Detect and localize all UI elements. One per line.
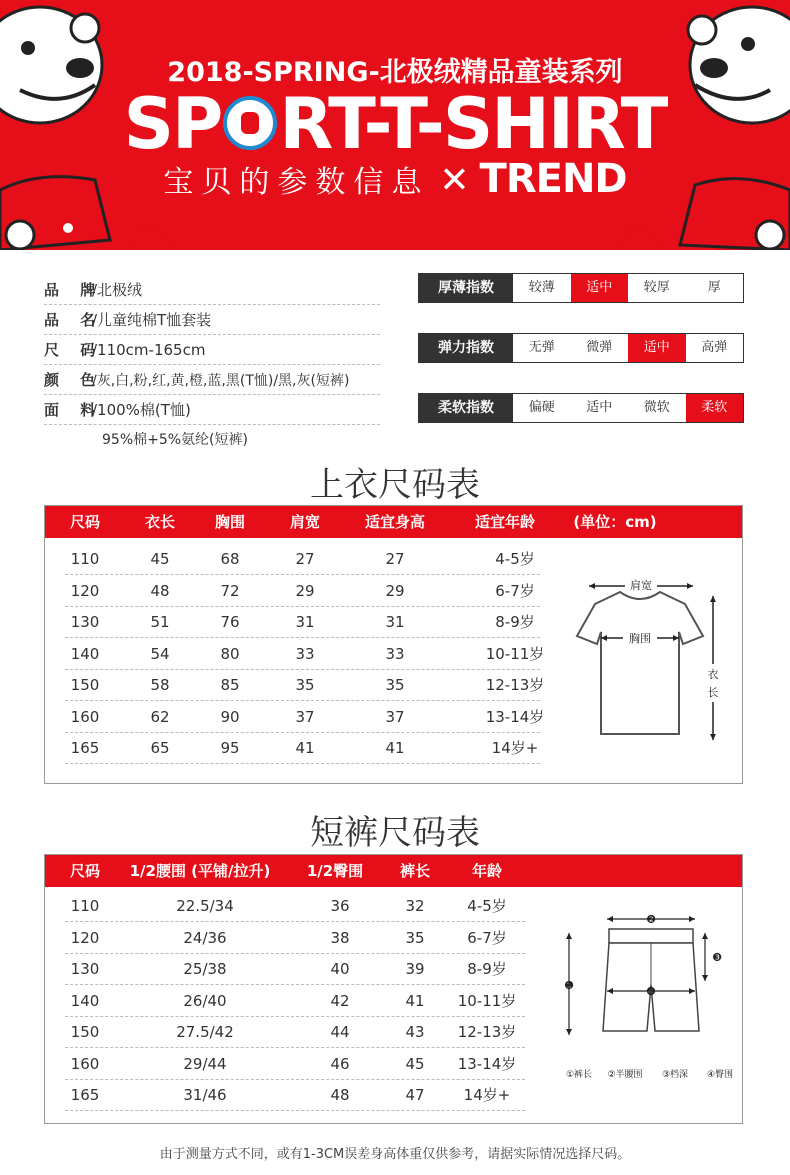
marker-1: ❶ bbox=[564, 979, 574, 992]
table-cell: 4-5岁 bbox=[467, 897, 507, 915]
length-label-1: 衣 bbox=[707, 668, 719, 681]
header-banner bbox=[0, 0, 790, 250]
table-row bbox=[65, 670, 545, 701]
table-cell: 40 bbox=[330, 960, 350, 978]
index-title: 厚薄指数 bbox=[419, 274, 513, 302]
index-option: 较薄 bbox=[528, 280, 555, 295]
table-cell: 45 bbox=[405, 1054, 425, 1073]
table-cell: 10-11岁 bbox=[457, 991, 517, 1010]
table-cell: 32 bbox=[405, 897, 425, 915]
table-cell: 150 bbox=[70, 1023, 100, 1041]
table-cell: 58 bbox=[150, 676, 170, 694]
table-cell: 14岁+ bbox=[463, 1086, 511, 1104]
header-cell: 尺码 bbox=[69, 513, 100, 531]
banner-subtitle-text: 宝贝的参数信息 bbox=[163, 165, 430, 200]
table-cell: 31/46 bbox=[183, 1086, 227, 1104]
marker-4: ❹ bbox=[646, 985, 656, 998]
table-cell: 14岁+ bbox=[491, 739, 539, 757]
table-cell: 12-13岁 bbox=[457, 1023, 517, 1041]
top-size-table bbox=[44, 505, 743, 784]
table-cell: 41 bbox=[405, 991, 425, 1010]
table-cell: 24/36 bbox=[183, 928, 227, 947]
param-value: /儿童纯棉T恤套装 bbox=[92, 311, 212, 329]
index-softness bbox=[418, 393, 744, 423]
header-cell: 衣长 bbox=[144, 513, 175, 531]
table-cell: 36 bbox=[330, 897, 350, 915]
index-title: 弹力指数 bbox=[419, 334, 513, 362]
table-cell: 51 bbox=[150, 613, 170, 631]
table-cell: 120 bbox=[70, 581, 100, 600]
table-cell: 22.5/34 bbox=[176, 897, 234, 915]
table-cell: 33 bbox=[385, 644, 405, 663]
table-cell: 31 bbox=[295, 613, 315, 631]
table-cell: 26/40 bbox=[183, 991, 227, 1010]
header-cell: 肩宽 bbox=[289, 513, 320, 531]
index-option: 较厚 bbox=[643, 280, 670, 295]
header-cell: 胸围 bbox=[214, 513, 245, 531]
table-row bbox=[65, 923, 525, 954]
table-row bbox=[65, 986, 525, 1017]
table-cell: 120 bbox=[70, 928, 100, 947]
param-fabric-extra: 95%棉+5%氨纶(短裤) bbox=[102, 432, 248, 448]
header-cell: 1/2腰围 (平铺/拉升) bbox=[129, 862, 271, 880]
table-row bbox=[65, 1080, 525, 1111]
param-key: 面 料 bbox=[44, 401, 104, 419]
marker-2: ❷ bbox=[646, 913, 656, 926]
table-cell: 10-11岁 bbox=[485, 644, 545, 663]
table-row bbox=[65, 576, 540, 607]
table-cell: 37 bbox=[295, 707, 315, 726]
table-cell: 8-9岁 bbox=[467, 960, 507, 978]
table-cell: 46 bbox=[330, 1054, 350, 1073]
table-cell: 90 bbox=[220, 707, 240, 726]
index-thickness bbox=[418, 273, 744, 303]
index-elasticity bbox=[418, 333, 744, 363]
legend-waist: ②半腰围 bbox=[607, 1070, 643, 1080]
table-cell: 35 bbox=[385, 676, 405, 694]
index-title: 柔软指数 bbox=[419, 394, 513, 422]
param-value: /灰,白,粉,红,黄,橙,蓝,黑(T恤)/黑,灰(短裤) bbox=[92, 373, 350, 389]
table-row bbox=[65, 1049, 525, 1080]
shorts-size-table bbox=[44, 854, 743, 1124]
top-size-table-title: 上衣尺码表 bbox=[310, 465, 480, 505]
shoulder-label: 肩宽 bbox=[630, 579, 652, 592]
table-cell: 110 bbox=[70, 897, 100, 915]
legend-length: ①裤长 bbox=[565, 1070, 593, 1080]
banner-trend-text: TREND bbox=[479, 156, 627, 202]
shorts-size-table-title: 短裤尺码表 bbox=[310, 813, 480, 853]
param-row-size bbox=[44, 335, 380, 365]
table-cell: 27 bbox=[295, 550, 315, 568]
param-key: 品 名 bbox=[44, 311, 104, 329]
table-cell: 37 bbox=[385, 707, 405, 726]
table-cell: 140 bbox=[70, 644, 100, 663]
table-cell: 27.5/42 bbox=[176, 1023, 234, 1041]
param-row-color bbox=[44, 365, 380, 395]
param-row-name bbox=[44, 305, 380, 335]
table-cell: 27 bbox=[385, 550, 405, 568]
param-key: 颜 色 bbox=[44, 371, 104, 389]
index-option-active: 适中 bbox=[571, 274, 629, 302]
table-cell: 35 bbox=[295, 676, 315, 694]
table-cell: 38 bbox=[330, 928, 350, 947]
table-cell: 48 bbox=[330, 1086, 350, 1104]
table-cell: 6-7岁 bbox=[467, 928, 507, 947]
table-cell: 29/44 bbox=[183, 1054, 227, 1073]
table-row bbox=[65, 702, 545, 733]
table-cell: 140 bbox=[70, 991, 100, 1010]
table-cell: 110 bbox=[70, 550, 100, 568]
table-cell: 165 bbox=[70, 739, 100, 757]
table-cell: 41 bbox=[295, 739, 315, 757]
length-label-2: 长 bbox=[707, 686, 719, 699]
table-cell: 85 bbox=[220, 676, 240, 694]
param-value: /北极绒 bbox=[92, 281, 143, 299]
index-option: 偏硬 bbox=[528, 400, 555, 415]
table-cell: 42 bbox=[330, 991, 350, 1010]
legend-rise: ③档深 bbox=[661, 1070, 689, 1080]
table-row bbox=[65, 639, 545, 670]
table-cell: 29 bbox=[295, 581, 315, 600]
table-row bbox=[65, 607, 540, 638]
table-row bbox=[65, 1017, 525, 1048]
param-key: 尺 码 bbox=[44, 341, 104, 359]
table-cell: 130 bbox=[70, 960, 100, 978]
table-cell: 48 bbox=[150, 581, 170, 600]
table-row bbox=[65, 733, 540, 764]
brand-badge-icon bbox=[223, 96, 277, 150]
header-cell: 适宜年龄 bbox=[474, 513, 535, 531]
table-cell: 76 bbox=[220, 613, 240, 631]
index-option-active: 适中 bbox=[628, 334, 686, 362]
table-cell: 65 bbox=[150, 739, 170, 757]
top-table-header bbox=[45, 506, 742, 538]
table-cell: 165 bbox=[70, 1086, 100, 1104]
table-cell: 62 bbox=[150, 707, 170, 726]
header-cell: 年龄 bbox=[471, 862, 502, 880]
legend-hip: ④臀围 bbox=[706, 1070, 734, 1080]
table-row bbox=[65, 544, 540, 575]
table-cell: 160 bbox=[70, 1054, 100, 1073]
param-row-fabric bbox=[44, 395, 380, 425]
table-cell: 160 bbox=[70, 707, 100, 726]
table-cell: 72 bbox=[220, 581, 240, 600]
fabric-indices bbox=[418, 273, 744, 453]
shorts-table-header bbox=[45, 855, 742, 887]
banner-main-title-b: RT-T-SHIRT bbox=[279, 83, 667, 165]
header-cell: 尺码 bbox=[69, 862, 100, 880]
table-cell: 13-14岁 bbox=[485, 707, 545, 726]
tshirt-diagram bbox=[565, 574, 740, 754]
banner-main-title bbox=[0, 83, 790, 165]
table-cell: 25/38 bbox=[183, 960, 227, 978]
table-cell: 41 bbox=[385, 739, 405, 757]
banner-subtitle bbox=[0, 156, 790, 202]
marker-3: ❸ bbox=[712, 951, 722, 964]
header-cell: 裤长 bbox=[399, 862, 430, 880]
header-cell: 适宜身高 bbox=[364, 513, 425, 531]
table-cell: 47 bbox=[405, 1086, 425, 1104]
shorts-diagram bbox=[557, 911, 742, 1101]
cross-icon: ✕ bbox=[439, 160, 470, 201]
table-cell: 13-14岁 bbox=[457, 1054, 517, 1073]
index-option: 微弹 bbox=[586, 340, 613, 355]
index-option: 微软 bbox=[643, 400, 670, 415]
table-cell: 80 bbox=[220, 644, 240, 663]
table-cell: 12-13岁 bbox=[485, 676, 545, 694]
banner-main-title-a: SP bbox=[123, 83, 222, 165]
table-row bbox=[65, 954, 525, 985]
table-cell: 29 bbox=[385, 581, 405, 600]
chest-label: 胸围 bbox=[629, 632, 651, 645]
table-cell: 6-7岁 bbox=[495, 581, 535, 600]
table-cell: 68 bbox=[220, 550, 240, 568]
table-cell: 35 bbox=[405, 928, 425, 947]
table-cell: 44 bbox=[330, 1023, 350, 1041]
table-cell: 130 bbox=[70, 613, 100, 631]
index-option: 无弹 bbox=[528, 340, 555, 355]
table-cell: 45 bbox=[150, 550, 170, 568]
table-cell: 54 bbox=[150, 644, 170, 663]
param-value: /110cm-165cm bbox=[92, 341, 206, 359]
table-cell: 39 bbox=[405, 960, 425, 978]
index-option: 厚 bbox=[707, 280, 721, 295]
index-option-active: 柔软 bbox=[686, 394, 744, 422]
table-cell: 8-9岁 bbox=[495, 613, 535, 631]
banner-series-title: 2018-SPRING-北极绒精品童装系列 bbox=[167, 57, 623, 88]
header-unit: (单位：cm) bbox=[573, 513, 657, 531]
table-cell: 43 bbox=[405, 1023, 425, 1041]
param-value: /100%棉(T恤) bbox=[92, 401, 191, 419]
param-key: 品 牌 bbox=[44, 281, 104, 299]
product-params bbox=[44, 275, 380, 455]
size-note: 由于测量方式不同，或有1-3CM误差身高体重仅供参考，请据实际情况选择尺码。 bbox=[159, 1147, 631, 1162]
table-row bbox=[65, 891, 525, 922]
index-option: 适中 bbox=[586, 400, 613, 415]
param-row-brand bbox=[44, 275, 380, 305]
index-option: 高弹 bbox=[701, 340, 728, 355]
header-cell: 1/2臀围 bbox=[306, 862, 364, 880]
table-cell: 31 bbox=[385, 613, 405, 631]
table-cell: 150 bbox=[70, 676, 100, 694]
table-cell: 95 bbox=[220, 739, 240, 757]
table-cell: 4-5岁 bbox=[495, 550, 535, 568]
table-cell: 33 bbox=[295, 644, 315, 663]
